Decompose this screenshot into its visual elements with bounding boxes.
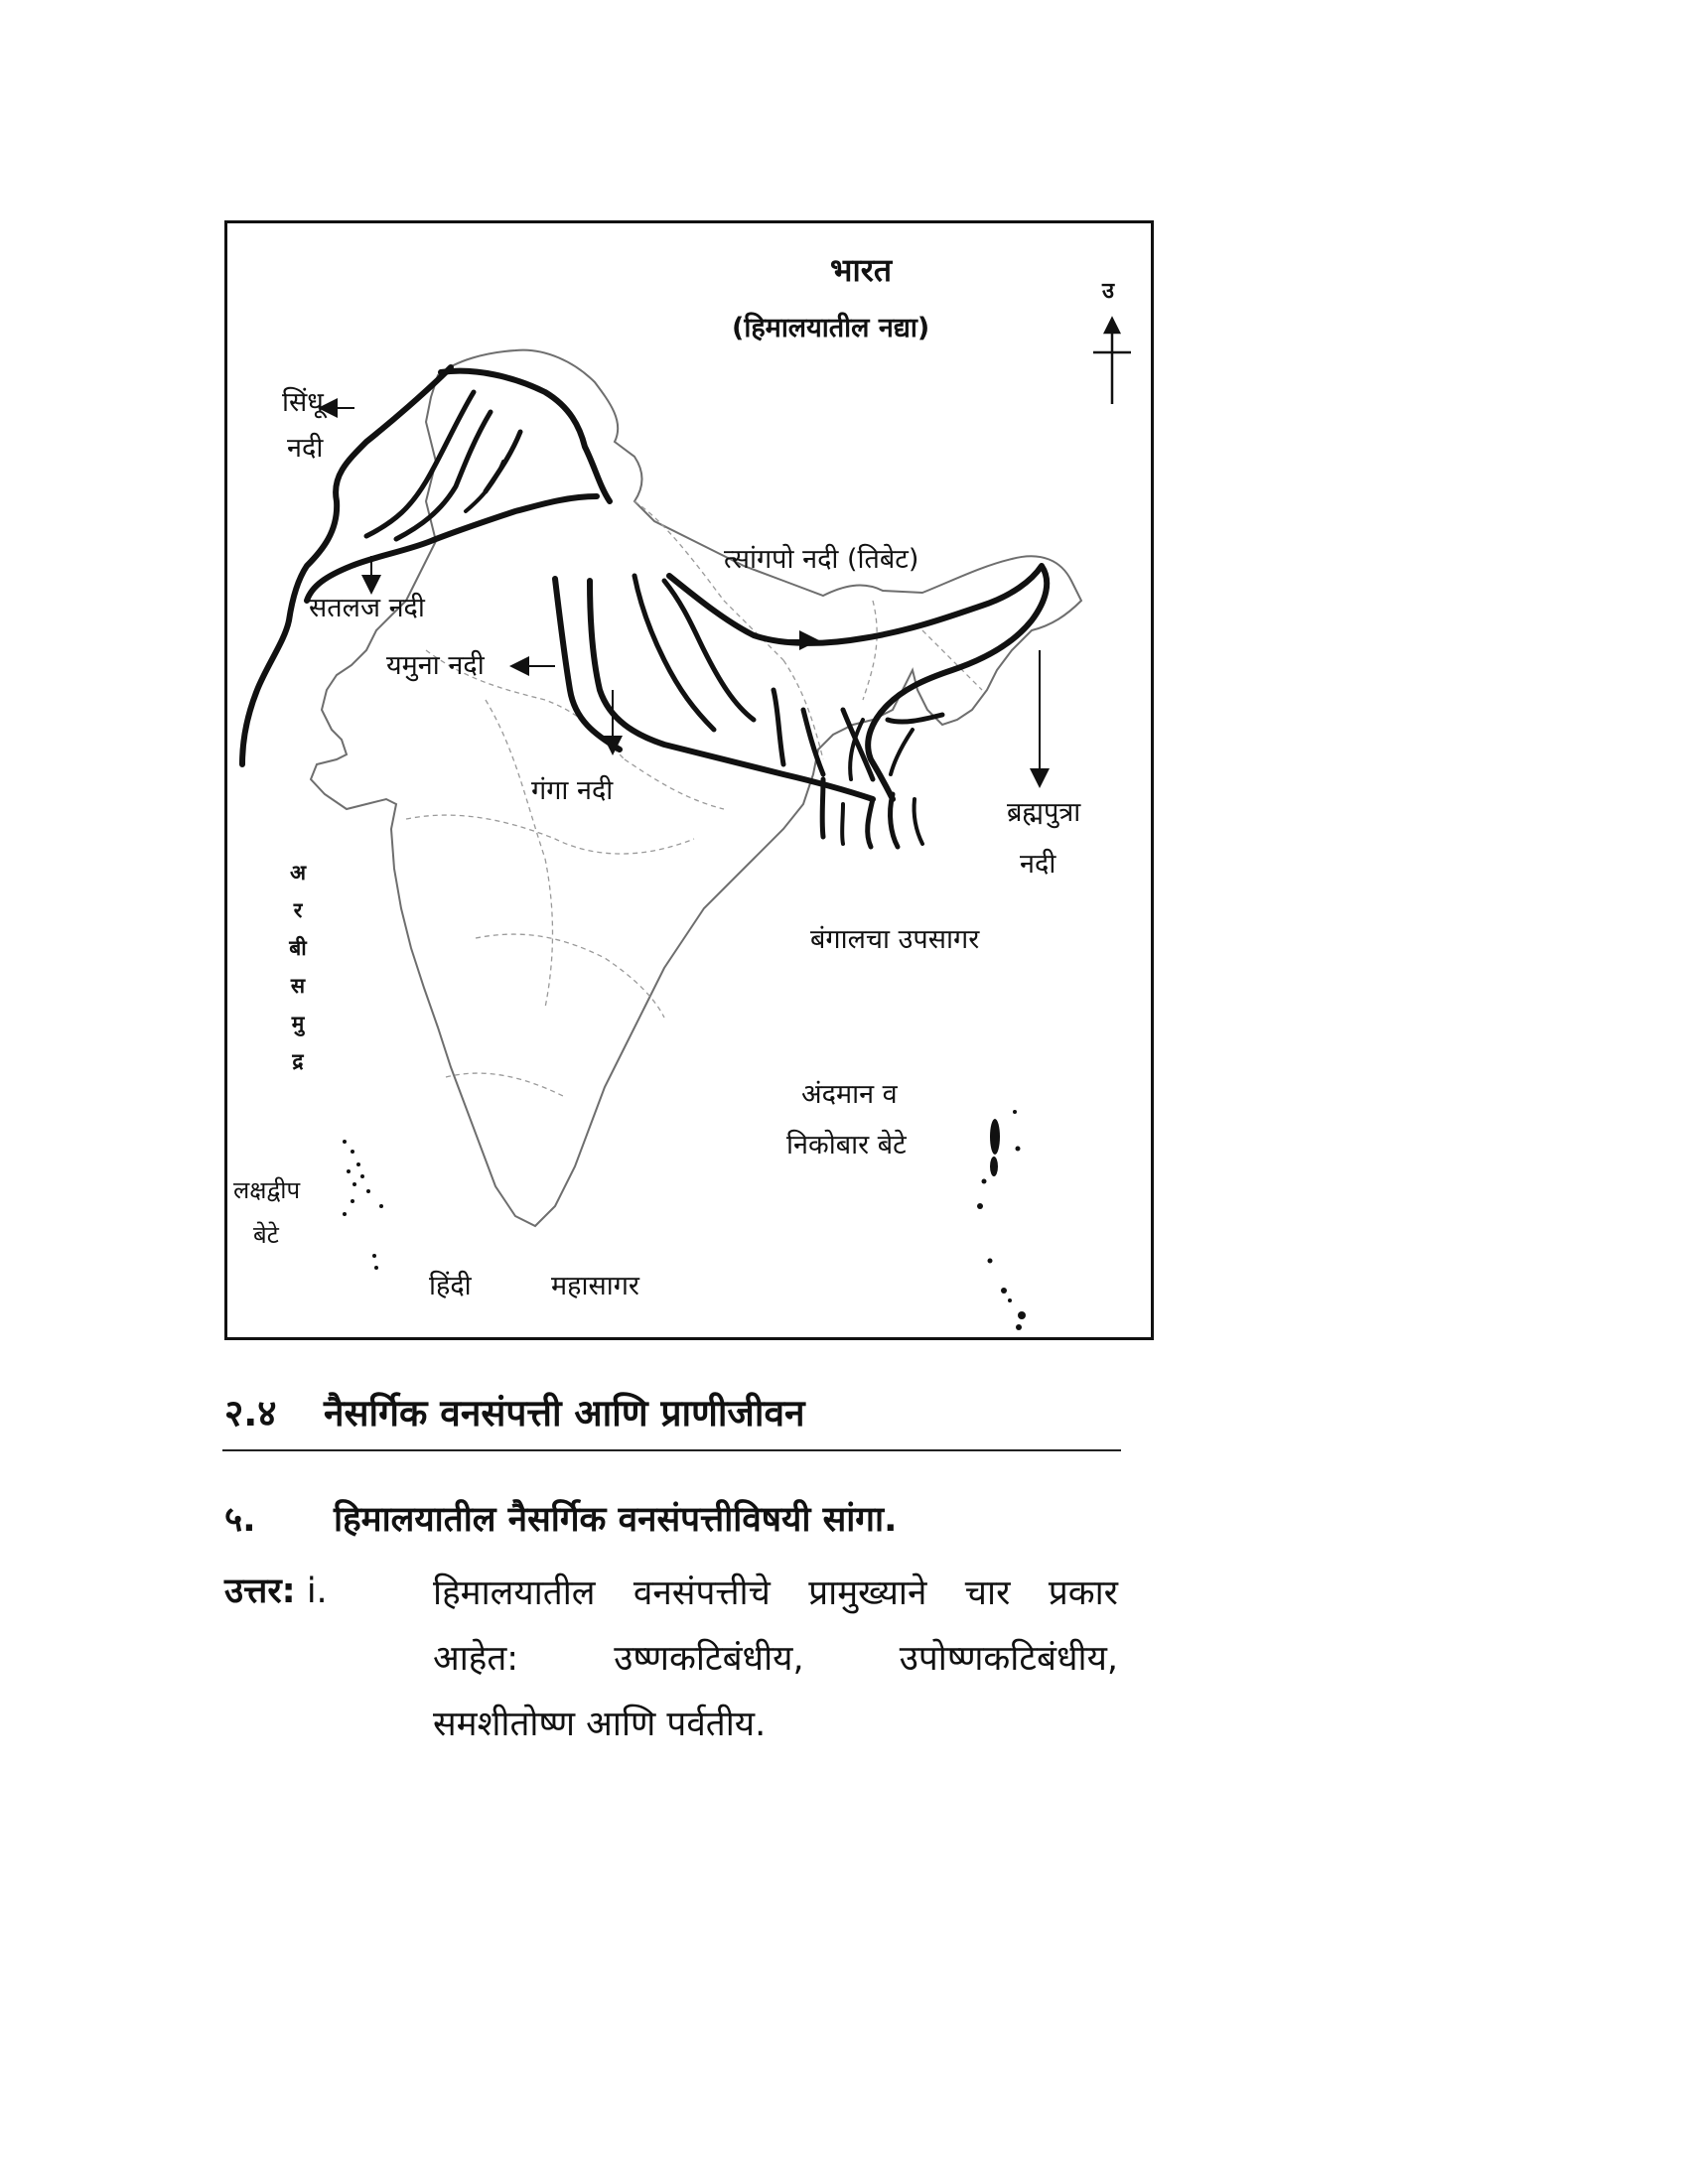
label-lakshadweep-line1: लक्षद्वीप: [233, 1176, 301, 1204]
label-andaman-line2: निकोबार बेटे: [786, 1130, 907, 1160]
label-brahmaputra-line2: नदी: [1020, 849, 1056, 880]
label-mahasagar: महासागर: [551, 1271, 639, 1301]
section-number: २.४: [224, 1392, 277, 1434]
label-arrows: [322, 408, 1040, 784]
label-satluj: सतलज नदी: [309, 593, 425, 623]
answer-line-1: हिमालयातील वनसंपत्तीचे प्रामुख्याने चार प्रकार: [433, 1573, 1118, 1613]
india-himalayan-rivers-map: [224, 220, 1154, 1340]
ganga-river: [590, 581, 873, 799]
answer-label: उत्तर: i.: [224, 1571, 328, 1611]
north-label: उ: [1102, 279, 1115, 304]
map-drawing: [227, 223, 1151, 1337]
label-lakshadweep-line2: बेटे: [253, 1221, 279, 1249]
question-number: ५.: [224, 1500, 256, 1540]
label-tsangpo: त्सांगपो नदी (तिबेट): [724, 544, 919, 575]
section-title: नैसर्गिक वनसंपत्ती आणि प्राणीजीवन: [324, 1392, 805, 1434]
answer-marker: i.: [306, 1571, 328, 1611]
section-divider: [222, 1449, 1121, 1451]
label-ganga: गंगा नदी: [531, 775, 614, 806]
answer-line-3: समशीतोष्ण आणि पर्वतीय.: [433, 1705, 767, 1744]
label-yamuna: यमुना नदी: [386, 650, 485, 681]
question: [224, 1495, 897, 1542]
label-hindi: हिंदी: [429, 1271, 472, 1301]
north-arrow-icon: [1093, 319, 1131, 404]
label-arabian-sea: अ र बी स मु द्र: [289, 861, 307, 1073]
label-brahmaputra-line1: ब्रह्मपुत्रा: [1007, 797, 1081, 828]
answer-text: [433, 1561, 1118, 1757]
label-bay-of-bengal: बंगालचा उपसागर: [810, 924, 980, 955]
answer-line-2: आहेत: उष्णकटिबंधीय, उपोष्णकटिबंधीय,: [433, 1639, 1118, 1679]
label-sindhu-line2: नदी: [287, 433, 324, 464]
section-heading: [224, 1386, 805, 1436]
label-sindhu-line1: सिंधू: [282, 387, 324, 418]
map-title: भारत: [830, 251, 893, 289]
question-text: हिमालयातील नैसर्गिक वनसंपत्तीविषयी सांगा.: [334, 1500, 898, 1540]
map-subtitle: (हिमालयातील नद्या): [732, 313, 930, 343]
label-andaman-line1: अंदमान व: [801, 1079, 898, 1110]
